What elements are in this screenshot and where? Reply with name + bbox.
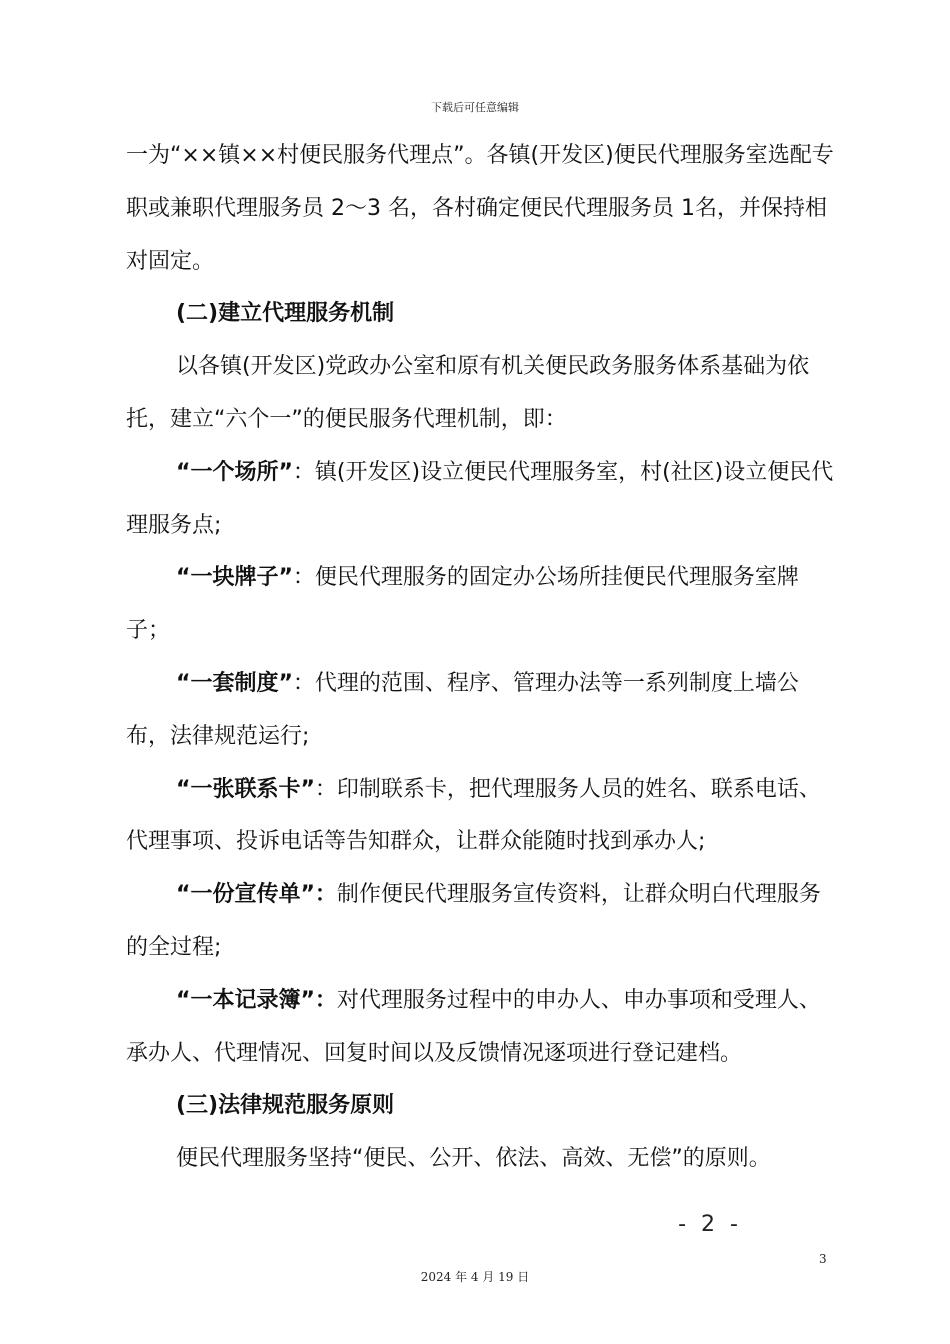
list-item [126, 764, 838, 870]
list-item [126, 552, 838, 658]
paragraph-text: 便民代理服务坚持“便民、公开、依法、高效、无偿”的原则。 [176, 1146, 771, 1172]
list-item-term: “一个场所” [176, 459, 293, 485]
section-heading-text: (二)建立代理服务机制 [176, 301, 395, 327]
list-item-term: “一张联系卡” [176, 776, 315, 802]
list-item-text: ：代理的范围、程序、管理办法等一系列制度上墙公布，法律规范运行; [126, 670, 799, 749]
header-note: 下载后可任意编辑 [431, 101, 519, 114]
list-item-term: “一本记录簿”： [176, 987, 337, 1013]
paragraph [126, 1133, 838, 1186]
page-number: - 2 - [678, 1212, 742, 1237]
paragraph [126, 341, 838, 447]
document-body [126, 130, 838, 1186]
list-item-text: 对代理服务过程中的申办人、申办事项和受理人、承办人、代理情况、回复时间以及反馈情况逐项进行登记建档。 [126, 987, 821, 1066]
section-heading-text: (三)法律规范服务原则 [176, 1093, 395, 1119]
list-item-term: “一份宣传单”： [176, 882, 337, 908]
footer-date: 2024 年 4 月 19 日 [420, 1270, 530, 1284]
list-item [126, 869, 838, 975]
section-heading [126, 288, 838, 341]
paragraph-text: 一为“××镇××村便民服务代理点”。各镇(开发区)便民代理服务室选配专职或兼职代理服务员 2～3 名，各村确定便民代理服务员 1名，并保持相对固定。 [126, 143, 834, 274]
paragraph-text: 以各镇(开发区)党政办公室和原有机关便民政务服务体系基础为依托，建立“六个一”的便民服务代理机制，即： [126, 354, 810, 432]
list-item-text: ：便民代理服务的固定办公场所挂便民代理服务室牌子； [126, 565, 799, 644]
paragraph [126, 130, 838, 288]
list-item-text: ：印制联系卡，把代理服务人员的姓名、联系电话、代理事项、投诉电话等告知群众，让群众能随时找到承办人; [126, 776, 821, 855]
list-item-term: “一块牌子” [176, 565, 293, 591]
list-item-term: “一套制度” [176, 670, 293, 696]
list-item [126, 658, 838, 764]
list-item [126, 975, 838, 1081]
list-item-text: 制作便民代理服务宣传资料，让群众明白代理服务的全过程; [126, 882, 821, 960]
section-heading [126, 1080, 838, 1133]
list-item [126, 447, 838, 553]
list-item-text: ：镇(开发区)设立便民代理服务室，村(社区)设立便民代理服务点; [126, 459, 834, 538]
sheet-number: 3 [819, 1252, 827, 1266]
